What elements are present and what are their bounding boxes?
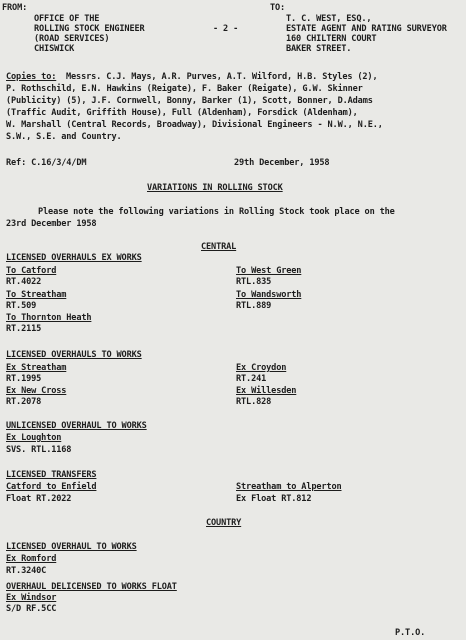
country-overhaul-vehicle: RT.3240C xyxy=(6,566,47,576)
country-overhaul-dest: Ex Romford xyxy=(6,554,57,564)
to-works-vehicle-1: RT.1995 xyxy=(6,374,42,384)
ex-works-vehicle-2: RT.509 xyxy=(6,301,37,311)
transfer-left-dest: Catford to Enfield xyxy=(6,482,97,492)
ex-works-dest-right-2: To Wandsworth xyxy=(236,290,302,300)
intro-line-1: Please note the following variations in Rolling Stock took place on the xyxy=(38,207,395,217)
from-label: FROM: xyxy=(2,3,28,13)
transfer-right-vehicle: Ex Float RT.812 xyxy=(236,494,312,504)
to-works-vehicle-right-1: RT.241 xyxy=(236,374,267,384)
copies-line-5: W. Marshall (Central Records, Broadway), Divisional Engineers - N.W., N.E., xyxy=(6,120,383,130)
to-works-dest-right-2: Ex Willesden xyxy=(236,386,297,396)
ex-works-dest-2: To Streatham xyxy=(6,290,67,300)
ex-works-vehicle-1: RT.4022 xyxy=(6,277,42,287)
page-title: VARIATIONS IN ROLLING STOCK xyxy=(147,183,283,193)
ex-works-dest-right-1: To West Green xyxy=(236,266,302,276)
ex-works-vehicle-right-2: RTL.889 xyxy=(236,301,272,311)
to-works-dest-2: Ex New Cross xyxy=(6,386,67,396)
copies-line-1: Messrs. C.J. Mays, A.R. Purves, A.T. Wilford, H.B. Styles (2), xyxy=(66,72,378,82)
ex-works-dest-3: To Thornton Heath xyxy=(6,313,92,323)
unlicensed-dest: Ex Loughton xyxy=(6,433,62,443)
copies-line-6: S.W., S.E. and Country. xyxy=(6,132,122,142)
to-works-dest-1: Ex Streatham xyxy=(6,363,67,373)
page-number: - 2 - xyxy=(213,24,239,34)
reference: Ref: C.16/3/4/DM xyxy=(6,158,87,168)
delicensed-vehicle: S/D RF.5CC xyxy=(6,604,57,614)
delicensed-dest: Ex Windsor xyxy=(6,593,57,603)
unlicensed-vehicle: SVS. RTL.1168 xyxy=(6,445,72,455)
to-works-dest-right-1: Ex Croydon xyxy=(236,363,287,373)
from-line-2: ROLLING STOCK ENGINEER xyxy=(34,24,145,34)
from-line-4: CHISWICK xyxy=(34,44,75,54)
transfer-right-dest: Streatham to Alperton xyxy=(236,482,342,492)
copies-line-3: (Publicity) (5), J.F. Cornwell, Bonny, Barker (1), Scott, Bonner, D.Adams xyxy=(6,96,373,106)
copies-line-4: (Traffic Audit, Griffith House), Full (Aldenham), Forsdick (Aldenham), xyxy=(6,108,358,118)
unlicensed-heading: UNLICENSED OVERHAUL TO WORKS xyxy=(6,421,147,431)
to-label: TO: xyxy=(270,3,286,13)
transfer-left-vehicle: Float RT.2022 xyxy=(6,494,72,504)
copies-line-2: P. Rothschild, E.N. Hawkins (Reigate), F. Baker (Reigate), G.W. Skinner xyxy=(6,84,363,94)
to-line-4: BAKER STREET. xyxy=(286,44,352,54)
to-line-1: T. C. WEST, ESQ., xyxy=(286,14,372,24)
document-date: 29th December, 1958 xyxy=(234,158,330,168)
from-line-3: (ROAD SERVICES) xyxy=(34,34,110,44)
country-heading: COUNTRY xyxy=(206,518,242,528)
pto-note: P.T.O. xyxy=(395,628,426,638)
ex-works-vehicle-3: RT.2115 xyxy=(6,324,42,334)
central-heading: CENTRAL xyxy=(201,242,237,252)
to-works-vehicle-right-2: RTL.828 xyxy=(236,397,272,407)
country-overhaul-heading: LICENSED OVERHAUL TO WORKS xyxy=(6,542,137,552)
delicensed-heading: OVERHAUL DELICENSED TO WORKS FLOAT xyxy=(6,582,177,592)
to-line-2: ESTATE AGENT AND RATING SURVEYOR xyxy=(286,24,447,34)
to-line-3: 160 CHILTERN COURT xyxy=(286,34,377,44)
from-line-1: OFFICE OF THE xyxy=(34,14,100,24)
transfers-heading: LICENSED TRANSFERS xyxy=(6,470,97,480)
intro-line-2: 23rd December 1958 xyxy=(6,219,97,229)
ex-works-vehicle-right-1: RTL.835 xyxy=(236,277,272,287)
copies-label: Copies to: xyxy=(6,72,57,82)
to-works-vehicle-2: RT.2078 xyxy=(6,397,42,407)
overhauls-to-works-heading: LICENSED OVERHAULS TO WORKS xyxy=(6,350,142,360)
ex-works-dest-1: To Catford xyxy=(6,266,57,276)
overhauls-ex-works-heading: LICENSED OVERHAULS EX WORKS xyxy=(6,253,142,263)
